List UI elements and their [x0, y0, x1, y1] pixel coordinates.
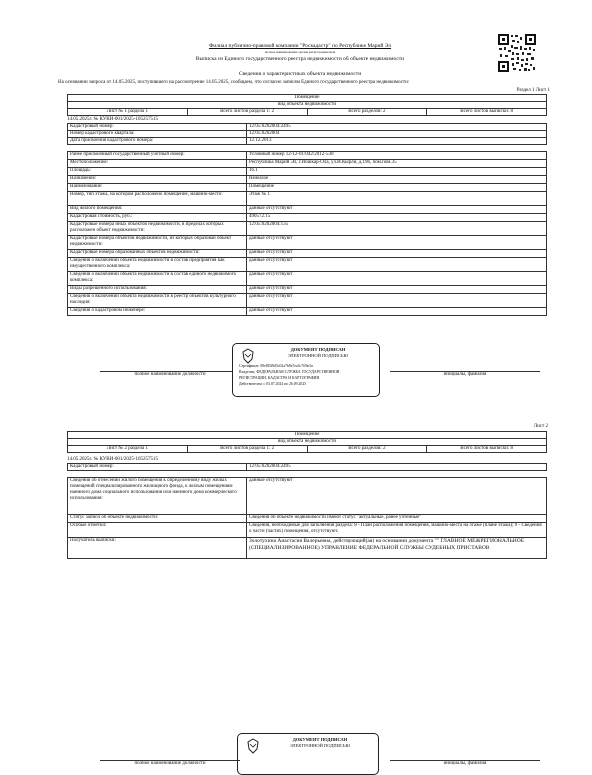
detail-value: Этаж № 1 — [247, 192, 547, 206]
agency-name: Филиал публично-правовой компании "Роскадастр" по Республике Марий Эл — [208, 43, 392, 49]
detail-value: данные отсутствуют — [247, 294, 547, 308]
detail-label: Виды разрешенного использования: — [68, 286, 247, 294]
detail-label: Кадастровые номера объектов недвижимости, из которых образован объект недвижимости: — [68, 236, 247, 250]
sheet1-details-table — [67, 151, 547, 316]
detail-value: Сведения, необходимые для заполнения раздела: 8 - План расположения помещения, машино-места на этаже (плане этажа); 9 - Сведения о части (частях) помещения, отсутствуют. — [247, 523, 547, 538]
sheet-number: Лист № 2 раздела 1 — [68, 446, 188, 453]
detail-label: Сведения о включении объекта недвижимости в состав единого недвижимого комплекса: — [68, 272, 247, 286]
stamp-line: Владелец: ФЕДЕРАЛЬНАЯ СЛУЖБА ГОСУДАРСТВЕННОЙ — [239, 370, 340, 374]
stamp-subtitle: ЭЛЕКТРОННОЙ ПОДПИСЬЮ — [289, 743, 351, 748]
detail-value: Республика Марий Эл, г.Йошкар-Ола, ул.И.Кырли, д.19б, пом.пом.35 — [247, 160, 547, 168]
sheets-total: Всего листов выписки: 8 — [427, 446, 547, 453]
detail-value: Сведения об объекте недвижимости имеют статус "актуальные, ранее учтенные" — [247, 515, 547, 523]
detail-label: Кадастровые номера иных объектов недвижимости, в пределах которых расположен объект недвижимости: — [68, 222, 247, 236]
document-title: Выписка из Единого государственного реестра недвижимости об объекте недвижимости — [195, 56, 405, 62]
cadnum-value: 12:05:0202004:2495 — [247, 464, 547, 471]
detail-label: Сведения о включении объекта недвижимости в реестр объектов культурного наследия: — [68, 294, 247, 308]
detail-label: Площадь: — [68, 168, 247, 176]
agency-caption: полное наименование органа регистрации прав — [264, 50, 336, 54]
sign-position-caption: полное наименование должности — [134, 372, 206, 377]
stamp-line: РЕГИСТРАЦИИ, КАДАСТРА И КАРТОГРАФИИ — [239, 376, 320, 380]
detail-label: Кадастровая стоимость, руб.: — [68, 214, 247, 222]
detail-label: Местоположение: — [68, 160, 247, 168]
meta-value: 12.12.2013 — [247, 138, 547, 145]
emblem-icon — [246, 738, 260, 754]
detail-label: Ранее присвоенный государственный учетный номер: — [68, 152, 247, 160]
e-signature-stamp — [232, 343, 380, 397]
doc-id: 14.05.2025г. № КУВИ-001/2025-105257515 — [67, 457, 158, 462]
qr-code — [497, 33, 537, 78]
meta-label: Кадастровый номер: — [68, 124, 247, 131]
section-title: Сведения о характеристиках объекта недвижимости — [238, 71, 362, 77]
sheet1-header-table — [67, 94, 547, 116]
detail-value: Условный номер 12-12-01/042/2012-530 — [247, 152, 547, 160]
object-type: Помещение — [68, 432, 547, 439]
emblem-icon — [241, 348, 255, 364]
object-type-caption: вид объекта недвижимости — [68, 439, 547, 446]
sheet1-block — [67, 94, 547, 316]
sign-name-caption: инициалы, фамилия — [443, 372, 487, 377]
stamp-subtitle: ЭЛЕКТРОННОЙ ПОДПИСЬЮ — [287, 353, 349, 358]
detail-label: Особые отметки: — [68, 523, 247, 538]
detail-value: Золотухина Анастасия Валерьевна, действующий(ая) на основании документа "" ГЛАВНОЕ МЕЖРЕГИОНАЛЬНОЕ (СПЕЦИАЛИЗИРОВАННОЕ) УПРАВЛЕНИЕ ФЕДЕРАЛЬНОЙ СЛУЖБЫ СУДЕБНЫХ ПРИСТАВОВ — [247, 538, 547, 559]
sheet-number: Лист № 1 раздела 1 — [68, 109, 188, 116]
detail-label: Сведения о включении объекта недвижимости в состав предприятия как имущественного комплекса: — [68, 258, 247, 272]
sheets-in-section: Всего листов раздела 1: 2 — [187, 446, 307, 453]
detail-label: Получатель выписки: — [68, 538, 247, 559]
object-type: Помещение — [68, 95, 547, 102]
detail-label: Сведения о кадастровом инженере: — [68, 308, 247, 316]
detail-value: данные отсутствуют — [247, 250, 547, 258]
detail-value: 12:05:0202004:135 — [247, 222, 547, 236]
detail-label: Номер, тип этажа, на котором расположено помещение, машино-место: — [68, 192, 247, 206]
detail-value: Помещение — [247, 184, 547, 192]
detail-label: Вид жилого помещения: — [68, 206, 247, 214]
meta-value: 12:05:0202004 — [247, 131, 547, 138]
stamp-line: Действителен: с 03.07.2024 по 26.09.2025 — [239, 382, 307, 386]
stamp-line: Сертификат: 00e8f5f8d5c02a7b8a7ea3c7ff6e3a — [239, 364, 313, 368]
sheet1-meta-table — [67, 123, 547, 145]
meta-value: 12:05:0202004:2495 — [247, 124, 547, 131]
section-label: Раздел 1 Лист 1 — [516, 88, 550, 93]
detail-label: Кадастровые номера образованных объектов недвижимости: — [68, 250, 247, 258]
detail-value: данные отсутствуют — [247, 478, 547, 515]
meta-label: Дата присвоения кадастрового номера: — [68, 138, 247, 145]
stamp-title: ДОКУМЕНТ ПОДПИСАН — [290, 347, 346, 352]
sign-name-caption: инициалы, фамилия — [443, 761, 487, 766]
detail-value: данные отсутствуют — [247, 258, 547, 272]
detail-value: Нежилое — [247, 176, 547, 184]
detail-value: 16.1 — [247, 168, 547, 176]
sheet2-header-table — [67, 431, 547, 453]
detail-value: 490572.15 — [247, 214, 547, 222]
request-intro: На основании запроса от 14.05.2025, поступившего на рассмотрение 14.05.2025, сообщаем, что согласно записям Единого государственного реестра недвижимости: — [58, 80, 410, 85]
detail-label: Наименование: — [68, 184, 247, 192]
sheet2-block — [67, 431, 547, 559]
e-signature-stamp-2 — [237, 733, 379, 775]
meta-label: Номер кадастрового квартала: — [68, 131, 247, 138]
detail-value: данные отсутствуют — [247, 286, 547, 294]
detail-label: Статус записи об объекте недвижимости: — [68, 515, 247, 523]
doc-id: 14.05.2025г. № КУВИ-001/2025-105257515 — [67, 117, 158, 122]
object-type-caption: вид объекта недвижимости — [68, 102, 547, 109]
sheet2-details-table — [67, 477, 547, 559]
cadnum-label: Кадастровый номер: — [68, 464, 247, 471]
detail-label: Сведения об отнесении жилого помещения к определенному виду жилых помещений специализированного жилищного фонда, к жилым помещениям наемного дома социального использования или наемного дома коммерческого использования: — [68, 478, 247, 515]
sections-total: Всего разделов: 2 — [307, 109, 427, 116]
sheets-total: Всего листов выписки: 8 — [427, 109, 547, 116]
detail-value: данные отсутствуют — [247, 236, 547, 250]
sheets-in-section: Всего листов раздела 1: 2 — [187, 109, 307, 116]
sheet2-label: Лист 2 — [533, 424, 548, 429]
sheet2-cadnum-table — [67, 463, 547, 471]
sign-position-caption: полное наименование должности — [134, 761, 206, 766]
sections-total: Всего разделов: 2 — [307, 446, 427, 453]
detail-value: данные отсутствуют — [247, 308, 547, 316]
stamp-title: ДОКУМЕНТ ПОДПИСАН — [292, 737, 348, 742]
detail-value: данные отсутствуют — [247, 206, 547, 214]
detail-value: данные отсутствуют — [247, 272, 547, 286]
detail-label: Назначение: — [68, 176, 247, 184]
